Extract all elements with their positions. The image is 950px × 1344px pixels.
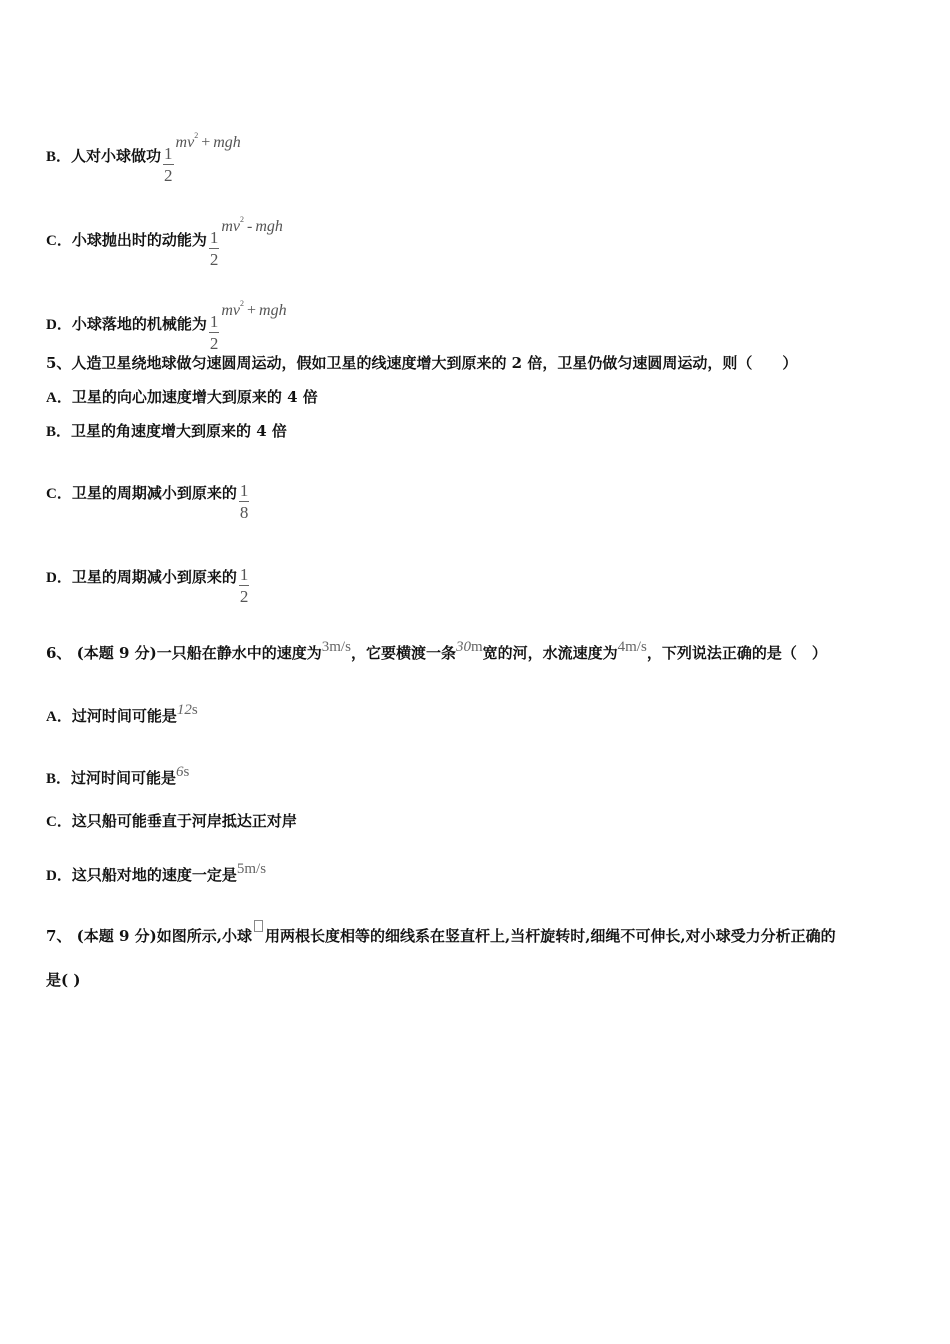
option-label: C．: [46, 814, 72, 830]
stem-text: (本题 9 分)如图所示,小球: [76, 927, 252, 945]
option-label: D．: [46, 317, 72, 333]
fraction-numerator: 1: [209, 312, 219, 331]
q6-option-b: [46, 762, 189, 789]
q5-option-d: [46, 564, 251, 607]
fraction-denominator: 2: [209, 334, 219, 353]
option-text: 这只船对地的速度一定是: [71, 866, 237, 884]
fraction: [239, 564, 250, 607]
q5-option-a: [46, 387, 318, 408]
stem-text: 用两根长度相等的细线系在竖直杆上,当杆旋转时,细绳不可伸长,对小球受力分析正确的: [264, 927, 836, 945]
option-text: 小球落地的机械能为: [71, 315, 207, 333]
q7-stem: [46, 920, 836, 946]
value: [176, 764, 189, 780]
fraction-numerator: 1: [239, 481, 249, 500]
value: [177, 702, 198, 718]
expr-term: mgh: [259, 302, 287, 319]
option-label: C．: [46, 486, 72, 502]
expr-term: mv: [221, 302, 241, 319]
option-text: 过河时间可能是: [71, 707, 177, 725]
operator: -: [247, 218, 253, 235]
q7-stem-continued: 是( ): [46, 971, 81, 989]
option-label: B．: [46, 771, 72, 787]
operator: +: [247, 302, 257, 319]
operator: +: [201, 134, 211, 151]
option-text: 这只船可能垂直于河岸抵达正对岸: [71, 812, 297, 830]
option-text: 卫星的角速度增大到原来的 4 倍: [71, 422, 287, 440]
q6-stem: [46, 637, 827, 663]
stem-text: 宽的河，水流速度为: [482, 644, 618, 662]
q5-option-b: [46, 421, 287, 442]
option-text: 人对小球做功: [71, 147, 162, 165]
value-unit: s: [183, 764, 190, 780]
fraction-numerator: 1: [164, 144, 173, 163]
fraction-numerator: 1: [209, 228, 219, 247]
q4-option-d: [46, 294, 287, 354]
q6-option-c: [46, 811, 297, 832]
exponent: 2: [240, 299, 245, 308]
fraction-denominator: 2: [239, 587, 249, 606]
missing-glyph-icon: [254, 920, 263, 932]
q6-option-d: [46, 859, 266, 886]
option-label: B．: [46, 424, 72, 440]
expression: [221, 299, 287, 319]
exponent: 2: [240, 215, 245, 224]
fraction: [209, 227, 220, 270]
fraction-denominator: 2: [209, 250, 219, 269]
option-label: D．: [46, 868, 72, 884]
value-water-speed: 4m/s: [617, 639, 647, 655]
stem-text: ，下列说法正确的是（ ）: [646, 644, 827, 662]
formula: [237, 480, 252, 523]
q5-stem: 5、人造卫星绕地球做匀速圆周运动，假如卫星的线速度增大到原来的 2 倍，卫星仍做匀速圆周运动，则（ ）: [46, 354, 798, 372]
stem-text: ，它要横渡一条: [350, 644, 456, 662]
value-boat-speed: 3m/s: [321, 639, 351, 655]
q5-option-c: [46, 480, 251, 523]
option-label: D．: [46, 570, 72, 586]
formula: [207, 210, 283, 270]
fraction-denominator: 8: [239, 503, 249, 522]
option-text: 小球抛出时的动能为: [71, 231, 207, 249]
fraction-numerator: 1: [239, 565, 249, 584]
value-number: 12: [176, 702, 192, 718]
option-label: A．: [46, 390, 72, 406]
expr-term: mgh: [213, 134, 241, 151]
expression: [175, 131, 241, 151]
q4-option-c: [46, 210, 283, 270]
fraction-denominator: 2: [164, 166, 173, 185]
fraction: [163, 143, 174, 186]
value-unit: s: [191, 702, 198, 718]
formula: [161, 126, 241, 186]
question-number: 6、: [46, 644, 72, 662]
option-text: 卫星的向心加速度增大到原来的 4 倍: [71, 388, 318, 406]
value-unit: m: [470, 639, 483, 655]
question-number: 7、: [46, 927, 72, 945]
stem-text: (本题 9 分)一只船在静水中的速度为: [76, 644, 322, 662]
q4-option-b: [46, 126, 241, 186]
q6-option-a: [46, 700, 198, 727]
value-number: 6: [176, 764, 184, 780]
option-text: 过河时间可能是: [71, 769, 177, 787]
exponent: 2: [194, 131, 199, 140]
expr-term: mv: [221, 218, 241, 235]
option-text: 卫星的周期减小到原来的: [71, 484, 237, 502]
value-number: 30: [455, 639, 471, 655]
expr-term: mgh: [255, 218, 283, 235]
option-text: 卫星的周期减小到原来的: [71, 568, 237, 586]
value: 5m/s: [236, 861, 267, 877]
value-river-width: [456, 639, 483, 655]
expression: [221, 215, 283, 235]
option-label: B．: [46, 149, 72, 165]
fraction: [239, 480, 250, 523]
option-label: A．: [46, 709, 72, 725]
option-label: C．: [46, 233, 72, 249]
formula: [237, 564, 252, 607]
fraction: [209, 311, 220, 354]
formula: [207, 294, 287, 354]
expr-term: mv: [175, 134, 195, 151]
